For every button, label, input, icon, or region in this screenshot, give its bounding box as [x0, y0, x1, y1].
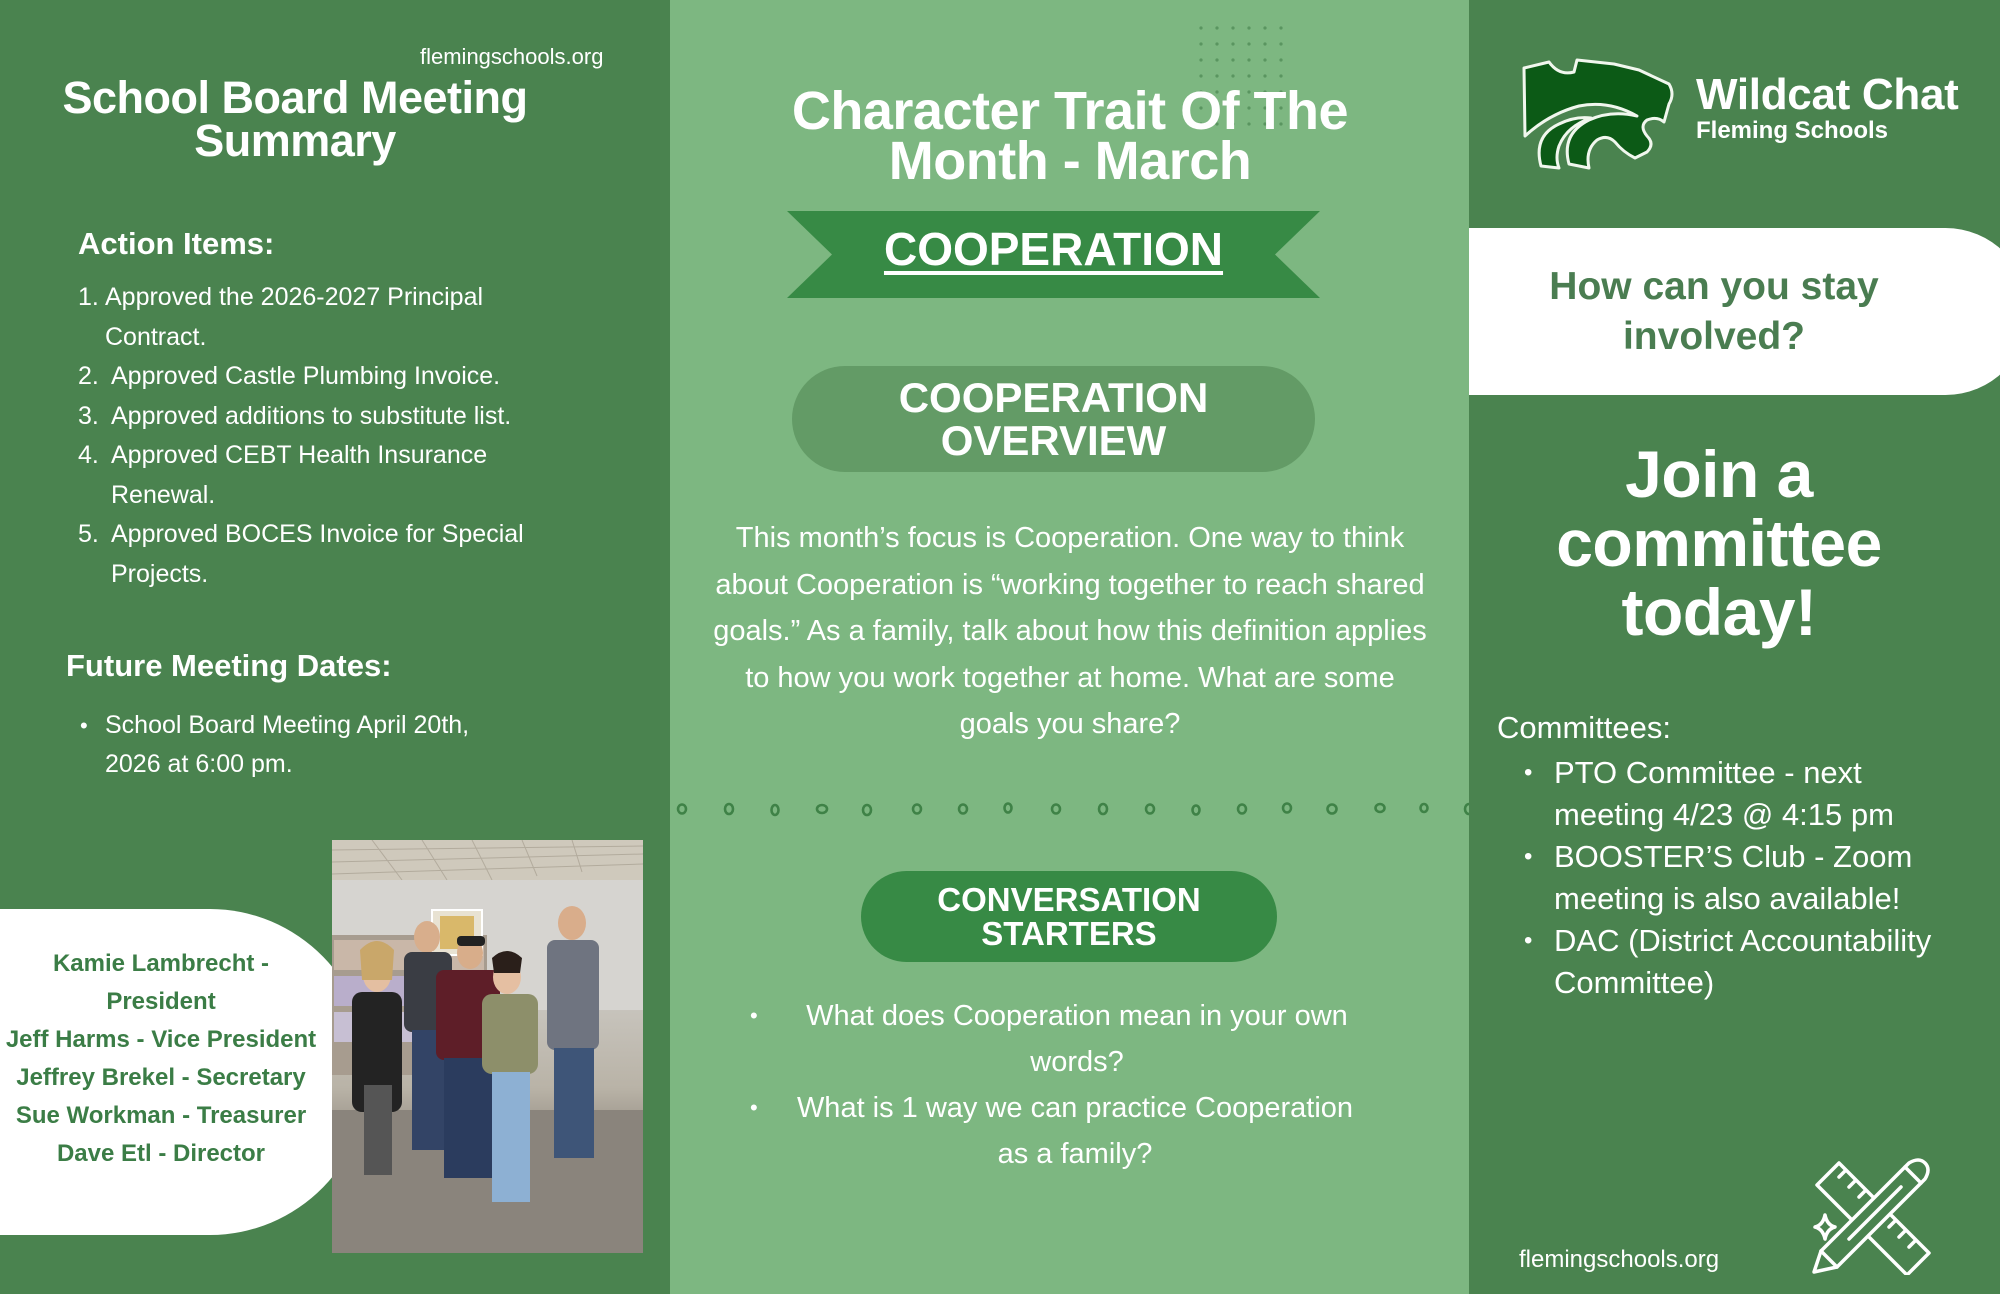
- committees-label: Committees:: [1497, 710, 1671, 745]
- item-text: Approved the 2026-2027 Principal Contract.: [105, 283, 484, 351]
- item-text: Approved CEBT Health Insurance Renewal.: [111, 441, 488, 509]
- action-item: [78, 357, 568, 397]
- bullet-icon: •: [1524, 759, 1533, 786]
- overview-heading: COOPERATION OVERVIEW: [898, 374, 1209, 464]
- website-url[interactable]: flemingschools.org: [420, 44, 604, 69]
- board-members-list: [0, 945, 322, 1173]
- join-committee-heading: Join a committee today!: [1556, 437, 1882, 649]
- starter-item: [750, 993, 1390, 1085]
- stay-involved-heading: How can you stay involved?: [1549, 265, 1879, 358]
- trait-name: COOPERATION: [883, 223, 1224, 275]
- action-items-heading: Action Items:: [78, 226, 275, 261]
- item-text: Approved additions to substitute list.: [111, 401, 512, 430]
- wildcat-logo-icon: [1519, 54, 1679, 172]
- committee-item: [1524, 836, 1994, 920]
- newsletter-title: Wildcat Chat: [1696, 70, 1959, 119]
- board-summary-panel: [0, 0, 670, 1294]
- item-number: 4.: [78, 441, 99, 469]
- action-item: [78, 397, 568, 437]
- bullet-icon: •: [80, 713, 88, 738]
- item-text: School Board Meeting April 20th, 2026 at 6:00 pm.: [105, 711, 470, 778]
- conversation-starters-list: [750, 993, 1390, 1177]
- item-number: 1.: [78, 283, 99, 311]
- board-member: Dave Etl - Director: [56, 1140, 266, 1167]
- committee-item: [1524, 752, 1994, 836]
- item-number: 2.: [78, 362, 99, 390]
- future-dates-heading: Future Meeting Dates:: [66, 648, 392, 683]
- board-member: Kamie Lambrecht - President: [52, 950, 270, 1015]
- ruler-pencil-icon: [1809, 1155, 1934, 1275]
- overview-heading-pill: [792, 366, 1315, 472]
- future-dates-list: [80, 706, 520, 784]
- bullet-icon: •: [1524, 843, 1533, 870]
- character-trait-panel: [670, 0, 1469, 1294]
- board-member: Jeffrey Brekel - Secretary: [16, 1064, 306, 1091]
- page-title: School Board Meeting Summary: [62, 72, 528, 166]
- board-group-photo: [332, 840, 643, 1253]
- committees-list: [1524, 752, 1994, 1004]
- website-url-footer[interactable]: flemingschools.org: [1519, 1246, 1720, 1273]
- item-number: 3.: [78, 401, 99, 430]
- action-item: [78, 278, 568, 357]
- future-date-item: [80, 706, 520, 784]
- dotted-divider: [670, 800, 1469, 818]
- committee-text: BOOSTER’S Club - Zoom meeting is also available!: [1554, 839, 1913, 916]
- action-item: [78, 515, 568, 594]
- item-number: 5.: [78, 520, 99, 548]
- action-items-list: [78, 278, 568, 594]
- photo-illustration: [332, 840, 643, 1253]
- trait-of-month-title: Character Trait Of The Month - March: [791, 81, 1349, 191]
- item-text: Approved BOCES Invoice for Special Projects.: [111, 520, 524, 588]
- bullet-icon: •: [1524, 927, 1533, 954]
- bullet-icon: •: [750, 1095, 758, 1120]
- bullet-icon: •: [750, 1003, 758, 1028]
- starters-heading: CONVERSATION STARTERS: [937, 880, 1201, 952]
- board-member: Jeff Harms - Vice President: [5, 1026, 317, 1053]
- wildcat-chat-panel: [1469, 0, 2000, 1294]
- board-member: Sue Workman - Treasurer: [15, 1102, 307, 1129]
- committee-item: [1524, 920, 1994, 1004]
- starter-text: What is 1 way we can practice Cooperation as a family?: [796, 1092, 1354, 1170]
- conversation-starters-pill: [861, 871, 1277, 962]
- starter-item: [750, 1085, 1390, 1177]
- committee-text: DAC (District Accountability Committee): [1554, 923, 1932, 1000]
- school-name: Fleming Schools: [1696, 117, 1889, 144]
- committee-text: PTO Committee - next meeting 4/23 @ 4:15 pm: [1554, 755, 1894, 832]
- action-item: [78, 436, 568, 515]
- starter-text: What does Cooperation mean in your own words?: [806, 1000, 1348, 1078]
- overview-paragraph: This month’s focus is Cooperation. One way to think about Cooperation is “working together to reach shared goals.” As a family, talk about how this definition applies to how you work together at home. What are some goals you share?: [713, 522, 1427, 740]
- item-text: Approved Castle Plumbing Invoice.: [111, 362, 501, 390]
